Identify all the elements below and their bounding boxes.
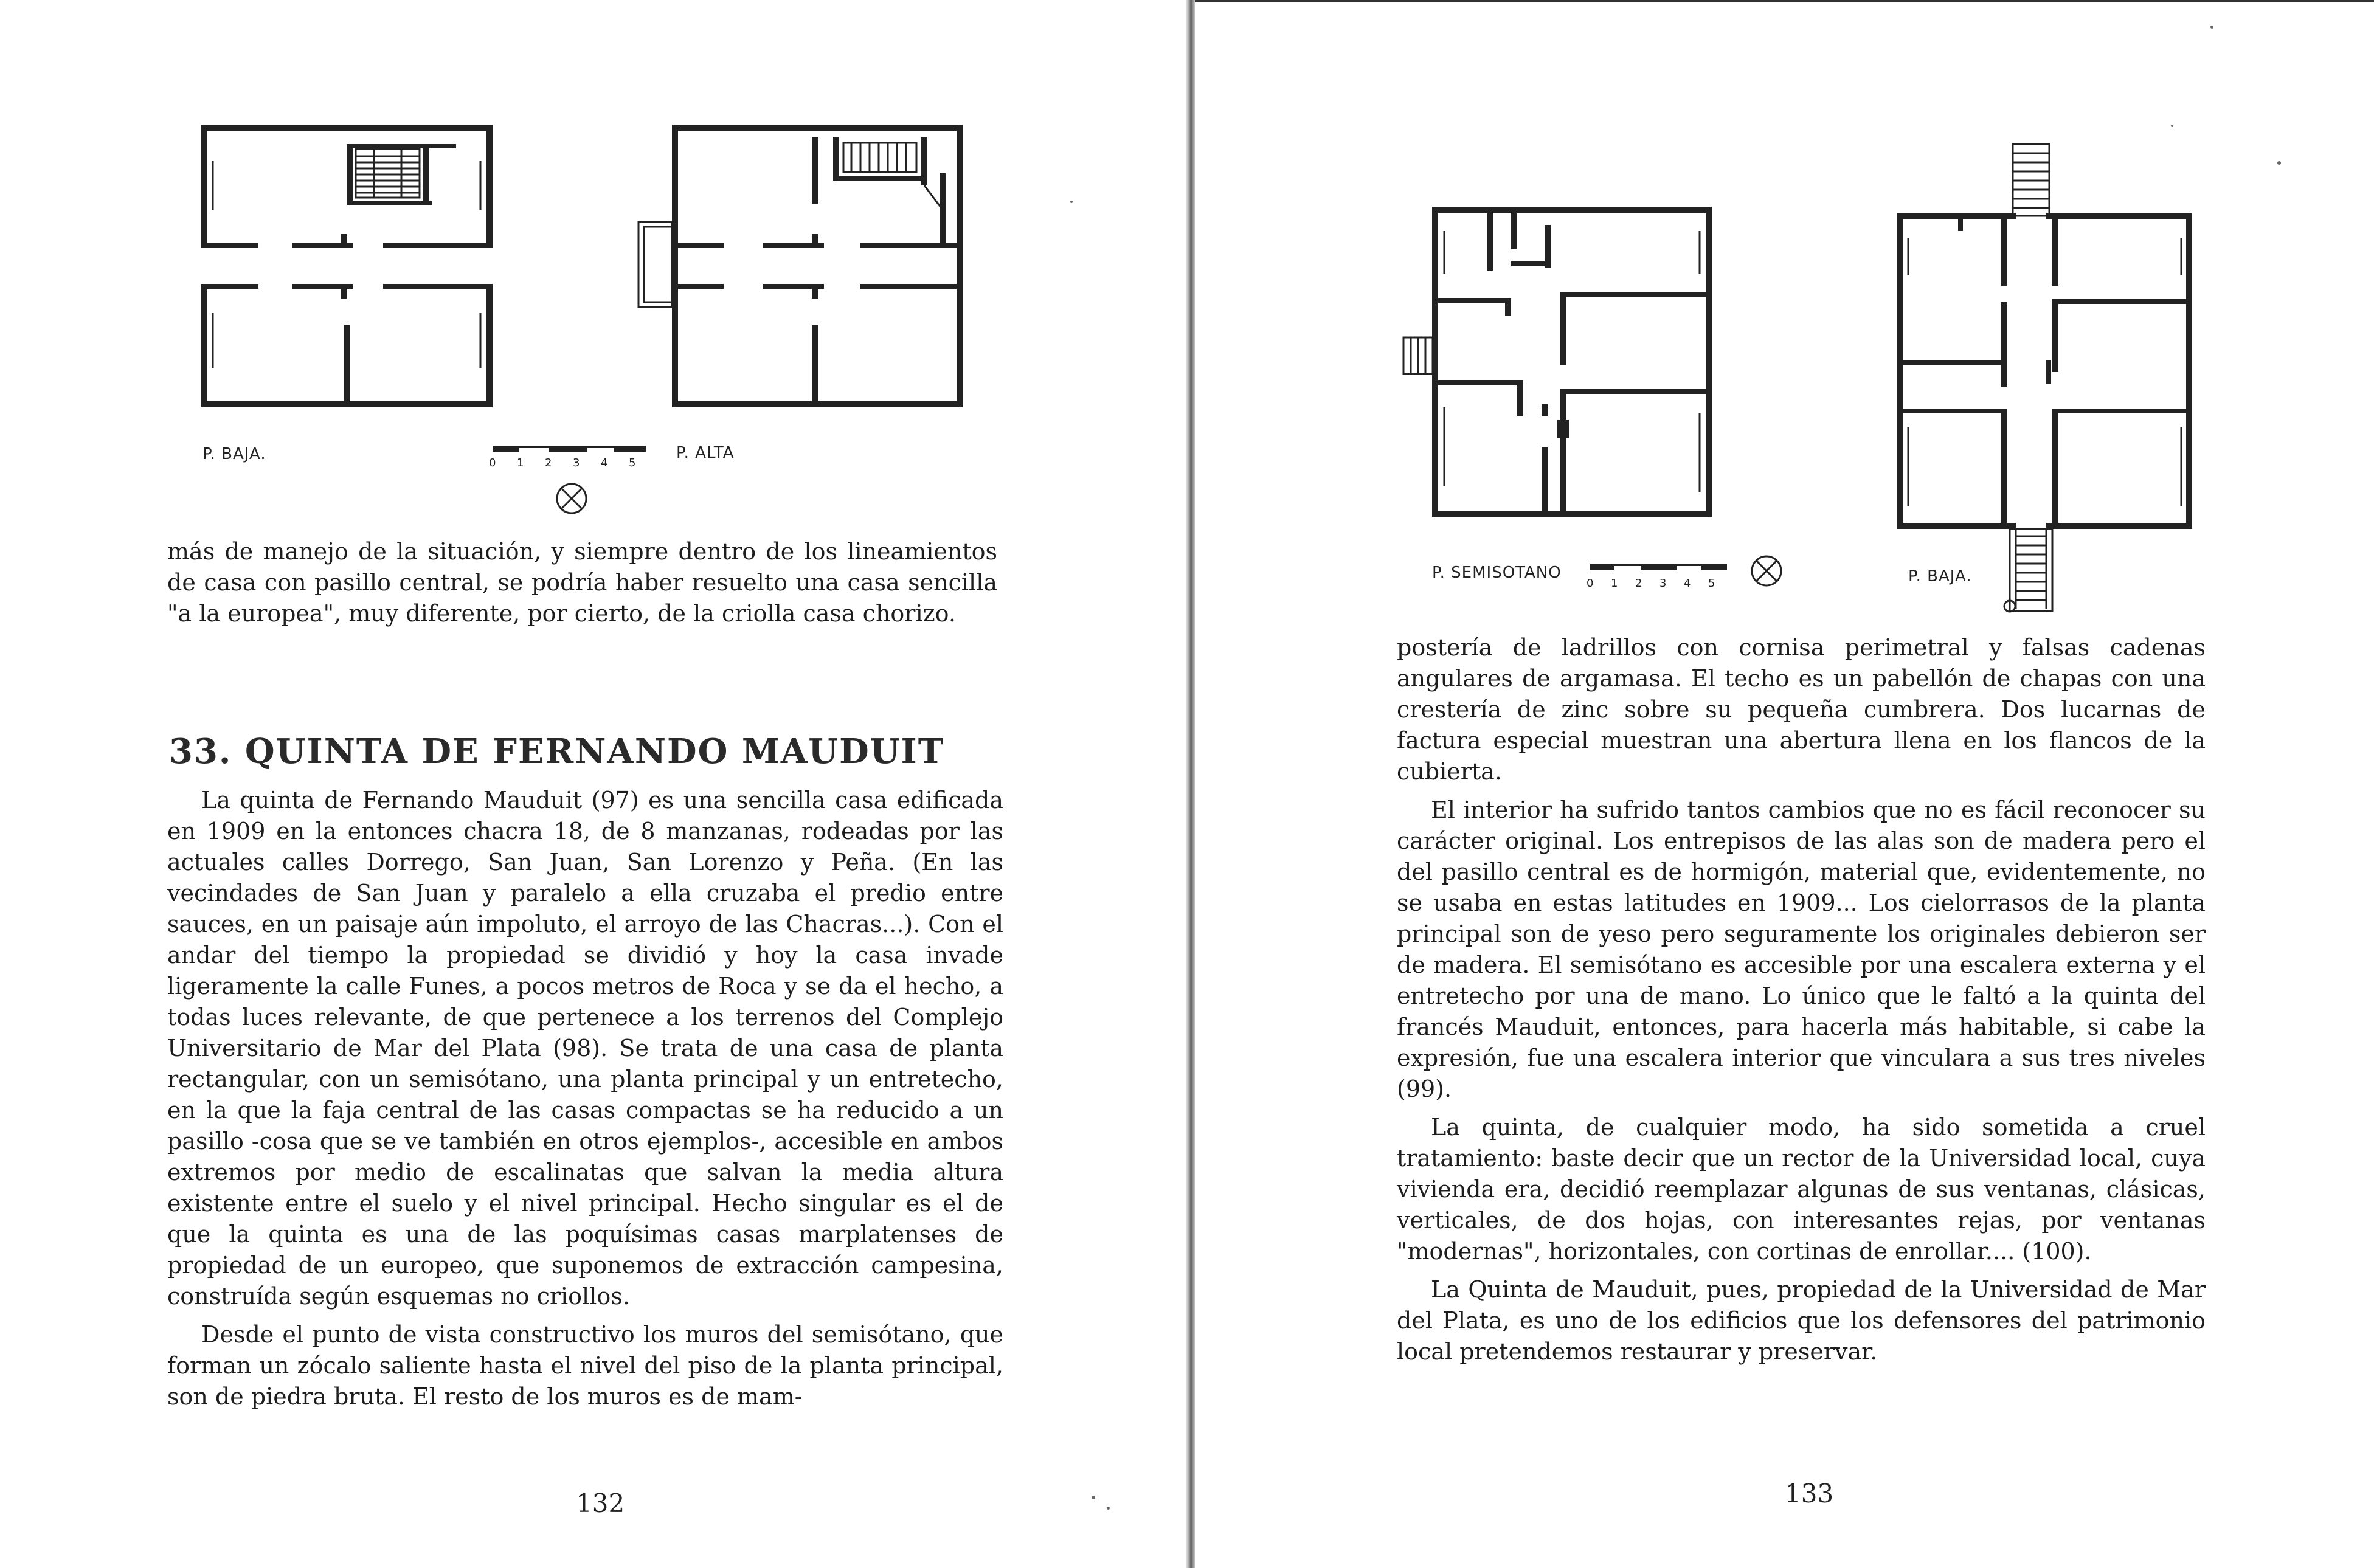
paragraph: La quinta de Fernando Mauduit (97) es una sencilla casa edificada en 1909 en la entonces chacra 18, de 8 manzanas, rodeadas por las actuales calles Dorrego, San Juan, San Lorenzo y Peña. (En las vecindades de San Juan y paralelo a ella cruzaba el predio entre sauces, en un paisaje aún impoluto, el arroyo de las Chacras...). Con el andar del tiempo la propiedad se dividió y hoy la casa invade ligeramente la calle Funes, a pocos metros de Roca y se da el hecho, a todas luces relevante, de que pertenece a los terrenos del Complejo Universitario de Mar del Plata (98). Se trata de una casa de planta rectangular, con un semisótano, una planta principal y un entretecho, en la que la faja central de las casas compactas se ha reducido a un pasillo -cosa que se ve también en otros ejemplos-, accesible en ambos extremos por medio de escalinatas que salvan la media altura existente entre el suelo y el nivel principal. Hecho singular es el de que la quinta es una de las poquísimas casas marplatenses de propiedad de un europeo, que suponemos de extracción campesina, construída según esquemas no criollos. xyxy=(167,787,1003,1310)
floor-plan-planta-baja-derecha xyxy=(1897,141,2195,621)
scale-ticks: 0 1 2 3 4 5 xyxy=(489,457,636,469)
section-heading: 33. QUINTA DE FERNANDO MAUDUIT xyxy=(169,731,945,772)
scan-speck xyxy=(1107,1507,1110,1510)
intro-paragraph: más de manejo de la situación, y siempre dentro de los lineamientos de casa con pasillo central, se podría haber resuelto una casa sencilla "a la europea", muy diferente, por cierto, de la criolla casa chorizo. xyxy=(167,538,997,627)
floor-plan-planta-baja xyxy=(201,125,493,410)
body-text-left xyxy=(167,785,1003,1412)
scan-speck xyxy=(1070,201,1073,203)
body-text-right xyxy=(1397,632,2206,1367)
paragraph: La Quinta de Mauduit, pues, propiedad de la Universidad de Mar del Plata, es uno de los edificios que los defensores del patrimonio local pretendemos restaurar y preservar. xyxy=(1397,1276,2206,1365)
book-gutter xyxy=(1186,0,1195,1568)
plan-label-planta-baja: P. BAJA. xyxy=(1908,567,1972,585)
paragraph: El interior ha sufrido tantos cambios que no es fácil reconocer su carácter original. Los entrepisos de las alas son de madera pero el del pasillo central es de hormigón, material que, evidentemente, no se usaba en estas latitudes en 1909... Los cielorrasos de la planta principal son de yeso pero seguramente los originales debieron ser de madera. El semisótano es accesible por una escalera externa y el entretecho por una de mano. Lo único que le faltó a la quinta del francés Mauduit, entonces, para hacerla más habitable, si cabe la expresión, fue una escalera interior que vinculara a sus tres niveles (99). xyxy=(1397,796,2206,1102)
scale-ticks: 0 1 2 3 4 5 xyxy=(1587,577,1715,590)
paragraph: Desde el punto de vista constructivo los muros del semisótano, que forman un zócalo saliente hasta el nivel del piso de la planta principal, son de piedra bruta. El resto de los muros es de mam- xyxy=(167,1321,1003,1410)
scan-speck xyxy=(2210,26,2213,29)
right-page xyxy=(1195,0,2374,1568)
paragraph: La quinta, de cualquier modo, ha sido sometida a cruel tratamiento: baste decir que un rector de la Universidad local, cuya vivienda era, decidió reemplazar algunas de sus ventanas, clásicas, verticales, de dos hojas, con interesantes rejas, por ventanas "modernas", horizontales, con cortinas de enrollar.... (100). xyxy=(1397,1114,2206,1265)
scale-bar xyxy=(489,446,646,473)
plan-label-planta-alta: P. ALTA xyxy=(676,444,735,462)
floor-plan-planta-alta xyxy=(635,125,964,410)
page-edge-line xyxy=(1195,0,2374,2)
scan-speck xyxy=(2277,161,2281,165)
plan-label-planta-baja: P. BAJA. xyxy=(202,445,266,463)
north-arrow-icon xyxy=(1750,554,1783,587)
page-number-right: 133 xyxy=(1785,1479,1834,1508)
page-number-left: 132 xyxy=(576,1488,625,1518)
left-page xyxy=(0,0,1186,1568)
scan-speck xyxy=(1092,1496,1095,1499)
scan-speck xyxy=(2171,125,2173,127)
floor-plan-semisotano xyxy=(1402,207,1718,523)
north-arrow-icon xyxy=(555,482,588,515)
scale-bar xyxy=(1587,564,1727,591)
plan-label-semisotano: P. SEMISOTANO xyxy=(1432,564,1562,582)
paragraph: postería de ladrillos con cornisa perimetral y falsas cadenas angulares de argamasa. El techo es un pabellón de chapas con una crestería de zinc sobre su pequeña cumbrera. Dos lucarnas de factura especial muestran una abertura llena en los flancos de la cubierta. xyxy=(1397,634,2206,785)
